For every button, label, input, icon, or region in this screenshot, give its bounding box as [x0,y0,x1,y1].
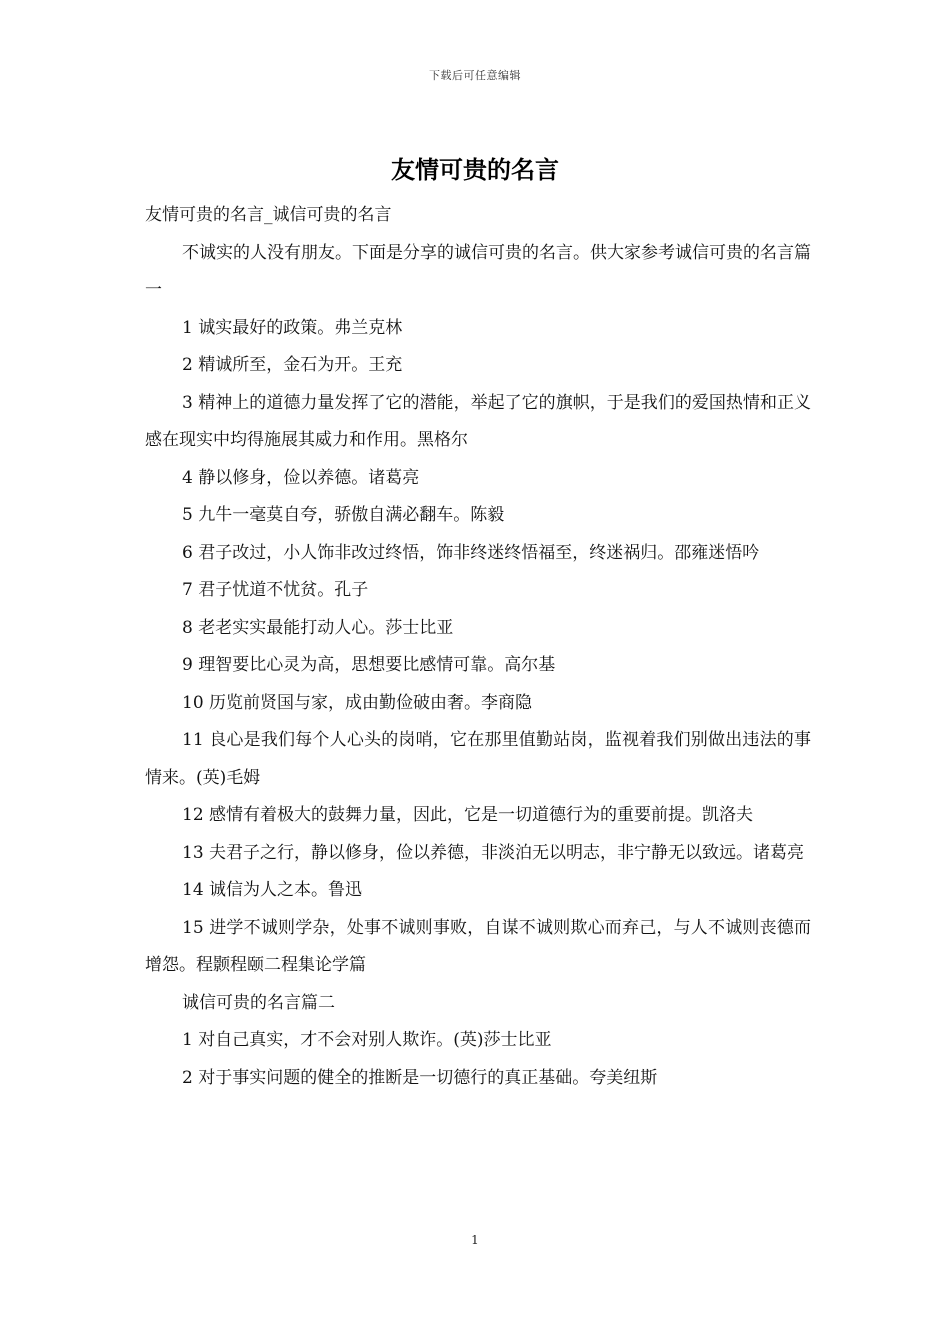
quote-paragraph: 3 精神上的道德力量发挥了它的潜能，举起了它的旗帜，于是我们的爱国热情和正义感在现实中均得施展其威力和作用。黑格尔 [145,392,811,450]
quote-paragraph: 6 君子改过，小人饰非改过终悟，饰非终迷终悟福至，终迷祸归。邵雍迷悟吟 [182,542,760,563]
document-title: 友情可贵的名言 [391,155,559,184]
quote-paragraph: 8 老老实实最能打动人心。莎士比亚 [182,617,454,638]
quote-paragraph: 15 进学不诚则学杂，处事不诚则事败，自谋不诚则欺心而弃己，与人不诚则丧德而增怨。程颢程颐二程集论学篇 [145,917,811,975]
quote-paragraph: 13 夫君子之行，静以修身，俭以养德，非淡泊无以明志，非宁静无以致远。诸葛亮 [182,842,805,863]
quote-paragraph: 2 对于事实问题的健全的推断是一切德行的真正基础。夸美纽斯 [182,1067,658,1088]
quote-paragraph: 11 良心是我们每个人心头的岗哨，它在那里值勤站岗，监视着我们别做出违法的事情来。(英)毛姆 [145,730,811,788]
document-subtitle: 友情可贵的名言_诚信可贵的名言 [145,205,392,225]
quote-paragraph: 1 对自己真实，才不会对别人欺诈。(英)莎士比亚 [182,1030,552,1050]
quote-paragraph: 9 理智要比心灵为高，思想要比感情可靠。高尔基 [182,655,556,675]
quote-paragraph: 1 诚实最好的政策。弗兰克林 [182,317,403,338]
page-number: 1 [471,1233,479,1247]
quote-paragraph: 12 感情有着极大的鼓舞力量，因此，它是一切道德行为的重要前提。凯洛夫 [182,805,754,825]
quote-paragraph: 14 诚信为人之本。鲁迅 [182,880,363,900]
quote-paragraph: 7 君子忧道不忧贫。孔子 [182,580,369,600]
quote-paragraph: 5 九牛一毫莫自夸，骄傲自满必翻车。陈毅 [182,505,505,525]
section-heading: 诚信可贵的名言篇二 [182,992,335,1013]
quote-paragraph: 2 精诚所至，金石为开。王充 [182,355,403,375]
quote-paragraph: 10 历览前贤国与家，成由勤俭破由奢。李商隐 [182,692,533,713]
document-body [145,197,811,1097]
intro-paragraph: 不诚实的人没有朋友。下面是分享的诚信可贵的名言。供大家参考诚信可贵的名言篇一 [145,242,811,300]
page-header: 下载后可任意编辑 [429,69,521,82]
quote-paragraph: 4 静以修身，俭以养德。诸葛亮 [182,467,420,488]
